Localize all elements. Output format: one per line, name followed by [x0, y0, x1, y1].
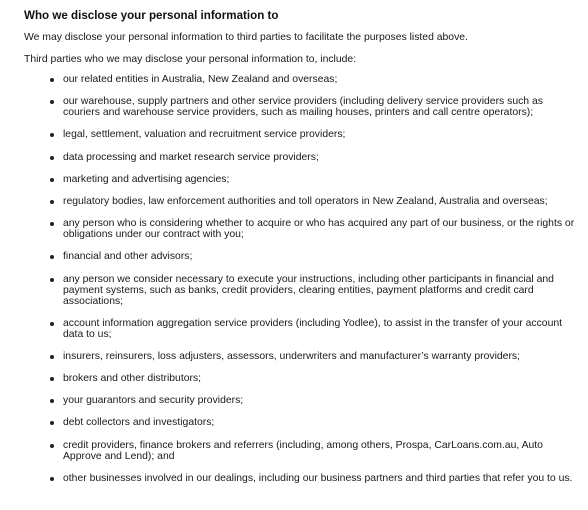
list-item: other businesses involved in our dealings, including our business partners and third parties that refer you to us. — [49, 473, 578, 484]
list-item: marketing and advertising agencies; — [49, 174, 578, 185]
list-item: brokers and other distributors; — [49, 373, 578, 384]
list-item: financial and other advisors; — [49, 251, 578, 262]
intro-paragraph: We may disclose your personal information to third parties to facilitate the purposes listed above. — [24, 32, 468, 43]
list-item: data processing and market research service providers; — [49, 152, 578, 163]
section-heading: Who we disclose your personal information to — [24, 9, 279, 22]
list-item: our warehouse, supply partners and other service providers (including delivery service providers such as couriers and warehouse service providers, such as mailing houses, printers and call centre operators); — [49, 96, 578, 118]
list-item: our related entities in Australia, New Zealand and overseas; — [49, 74, 578, 85]
list-item: any person who is considering whether to acquire or who has acquired any part of our business, or the rights or obligations under our contract with you; — [49, 218, 578, 240]
list-item: credit providers, finance brokers and referrers (including, among others, Prospa, CarLoans.com.au, Auto Approve and Lend); and — [49, 440, 578, 462]
list-item: insurers, reinsurers, loss adjusters, assessors, underwriters and manufacturer’s warranty providers; — [49, 351, 578, 362]
list-item: your guarantors and security providers; — [49, 395, 578, 406]
list-item: legal, settlement, valuation and recruitment service providers; — [49, 129, 578, 140]
list-item: account information aggregation service providers (including Yodlee), to assist in the transfer of your account data to us; — [49, 318, 578, 340]
list-item: debt collectors and investigators; — [49, 417, 578, 428]
list-item: regulatory bodies, law enforcement authorities and toll operators in New Zealand, Australia and overseas; — [49, 196, 578, 207]
third-parties-list — [24, 74, 578, 484]
list-item: any person we consider necessary to execute your instructions, including other participants in financial and payment systems, such as banks, credit providers, clearing entities, payment platforms and credit card associations; — [49, 274, 578, 307]
lead-paragraph: Third parties who we may disclose your personal information to, include: — [24, 54, 357, 65]
